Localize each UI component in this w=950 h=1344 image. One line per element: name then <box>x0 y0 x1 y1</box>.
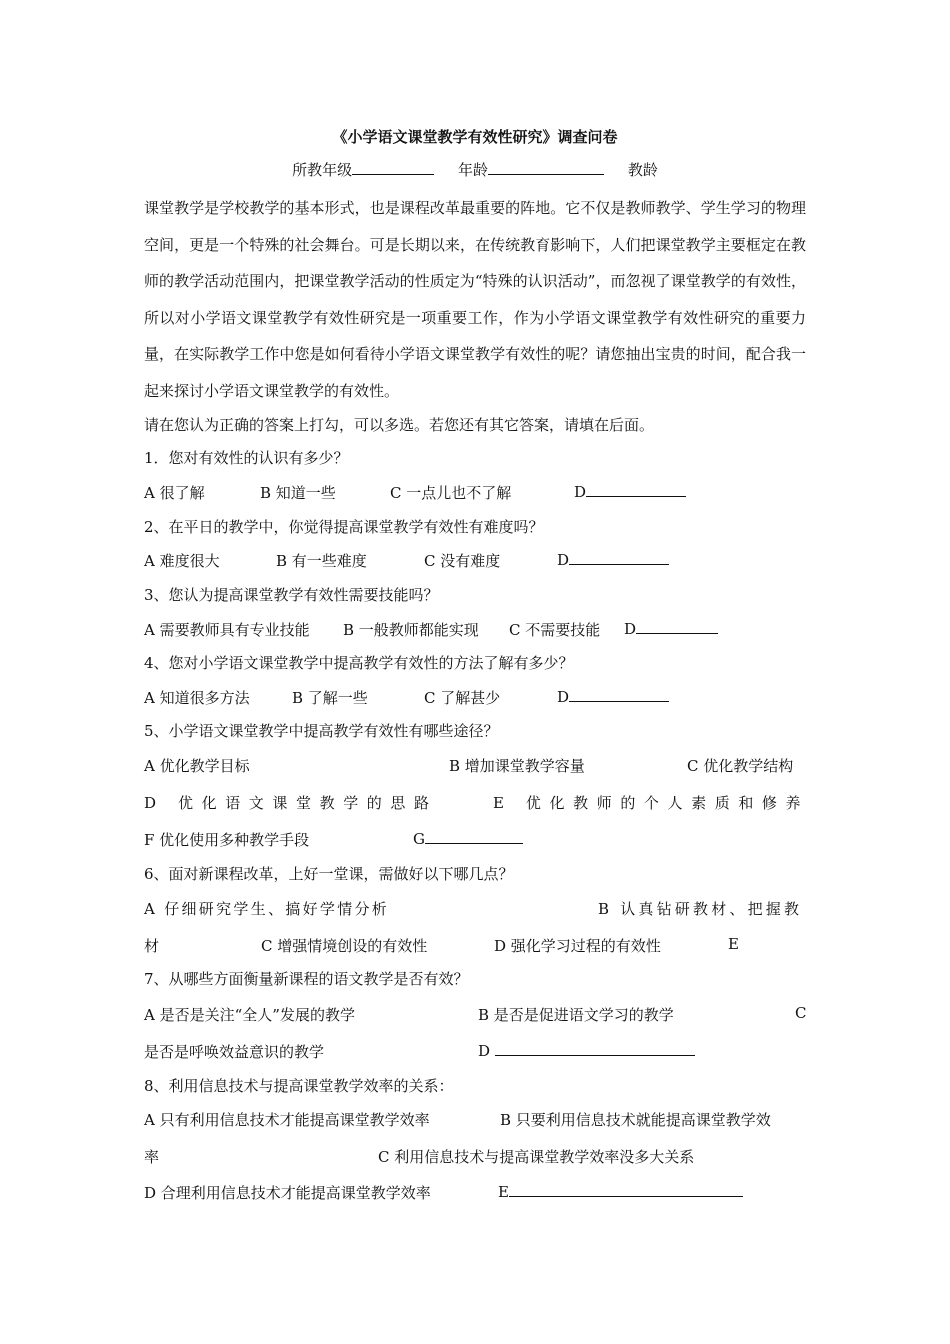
question-7: 7、从哪些方面衡量新课程的语文教学是否有效？ <box>144 970 469 988</box>
q7-option-a[interactable]: A 是否是关注“全人”发展的教学 <box>144 1006 355 1024</box>
q2-option-d-label: D <box>557 551 570 569</box>
q3-option-c[interactable]: C 不需要技能 <box>509 621 601 639</box>
q1-option-d-label: D <box>574 483 587 501</box>
q5-option-g[interactable] <box>413 829 523 848</box>
age-blank[interactable] <box>488 160 604 175</box>
q3-option-d[interactable] <box>624 619 718 638</box>
q8-option-c[interactable]: C 利用信息技术与提高课堂教学效率没多大关系 <box>378 1148 695 1166</box>
q1-option-c[interactable]: C 一点儿也不了解 <box>390 484 512 502</box>
q8-option-d[interactable]: D 合理利用信息技术才能提高课堂教学效率 <box>144 1184 431 1202</box>
q4-option-a[interactable]: A 知道很多方法 <box>144 689 250 707</box>
q4-blank[interactable] <box>569 687 669 702</box>
teaching-years-label: 教龄 <box>627 161 658 179</box>
q4-option-d-label: D <box>557 688 570 706</box>
q8-option-b[interactable]: B 只要利用信息技术就能提高课堂教学效 <box>500 1111 771 1129</box>
question-1: 1．您对有效性的认识有多少？ <box>144 449 349 467</box>
age-label: 年龄 <box>457 161 488 179</box>
q8-option-e-label: E <box>498 1183 509 1201</box>
q5-blank[interactable] <box>425 829 523 844</box>
grade-blank[interactable] <box>352 160 434 175</box>
q5-option-b[interactable]: B 增加课堂教学容量 <box>449 757 585 775</box>
q5-option-a[interactable]: A 优化教学目标 <box>144 757 250 775</box>
teacher-info-line <box>0 159 950 180</box>
q1-blank[interactable] <box>586 482 686 497</box>
q2-option-b[interactable]: B 有一些难度 <box>276 552 367 570</box>
q8-option-e[interactable] <box>498 1182 743 1201</box>
q2-option-a[interactable]: A 难度很大 <box>144 552 220 570</box>
question-3: 3、您认为提高课堂教学有效性需要技能吗？ <box>144 586 439 604</box>
q6-option-a[interactable]: A 仔细研究学生、搞好学情分析 <box>144 900 390 918</box>
q4-option-c[interactable]: C 了解甚少 <box>424 689 501 707</box>
q8-option-b-continued: 率 <box>144 1148 160 1166</box>
q7-option-d[interactable] <box>478 1041 695 1060</box>
q5-option-c[interactable]: C 优化教学结构 <box>687 757 794 775</box>
q7-option-d-label: D <box>478 1042 491 1060</box>
q1-option-a[interactable]: A 很了解 <box>144 484 205 502</box>
q7-option-b[interactable]: B 是否是促进语文学习的教学 <box>478 1006 674 1024</box>
q7-blank[interactable] <box>495 1041 695 1056</box>
q5-option-g-label: G <box>413 830 425 848</box>
question-2: 2、在平日的教学中，你觉得提高课堂教学有效性有难度吗？ <box>144 518 544 536</box>
page-title: 《小学语文课堂教学有效性研究》调查问卷 <box>332 128 618 146</box>
q6-option-b-continued: 材 <box>144 937 160 955</box>
q5-option-e[interactable]: E 优化教师的个人素质和修养 <box>493 794 810 812</box>
question-8: 8、利用信息技术与提高课堂教学效率的关系： <box>144 1077 454 1095</box>
q1-option-b[interactable]: B 知道一些 <box>260 484 336 502</box>
q4-option-b[interactable]: B 了解一些 <box>292 689 368 707</box>
q3-option-a[interactable]: A 需要教师具有专业技能 <box>144 621 310 639</box>
q8-option-a[interactable]: A 只有利用信息技术才能提高课堂教学效率 <box>144 1111 430 1129</box>
q6-option-e[interactable]: E <box>728 935 739 953</box>
q2-option-c[interactable]: C 没有难度 <box>424 552 501 570</box>
q6-option-b[interactable]: B 认真钻研教材、把握教 <box>598 900 803 918</box>
intro-paragraph: 课堂教学是学校教学的基本形式，也是课程改革最重要的阵地。它不仅是教师教学、学生学习的物理空间，更是一个特殊的社会舞台。可是长期以来，在传统教育影响下，人们把课堂教学主要框定在教师的教学活动范围内，把课堂教学活动的性质定为“特殊的认识活动”，而忽视了课堂教学的有效性，所以对小学语文课堂教学有效性研究是一项重要工作，作为小学语文课堂教学有效性研究的重要力量，在实际教学工作中您是如何看待小学语文课堂教学有效性的呢？请您抽出宝贵的时间，配合我一起来探讨小学语文课堂教学的有效性。 <box>144 199 806 400</box>
q5-option-d[interactable]: D 优化语文课堂教学的思路 <box>144 794 438 812</box>
q8-blank[interactable] <box>509 1182 743 1197</box>
question-4: 4、您对小学语文课堂教学中提高教学有效性的方法了解有多少？ <box>144 654 574 672</box>
question-5: 5、小学语文课堂教学中提高教学有效性有哪些途径？ <box>144 722 499 740</box>
q3-option-d-label: D <box>624 620 637 638</box>
q3-blank[interactable] <box>636 619 718 634</box>
q7-option-c-letter[interactable]: C <box>795 1004 807 1022</box>
q3-option-b[interactable]: B 一般教师都能实现 <box>343 621 479 639</box>
q1-option-d[interactable] <box>574 482 686 501</box>
grade-label: 所教年级 <box>292 161 353 179</box>
q6-option-c[interactable]: C 增强情境创设的有效性 <box>261 937 428 955</box>
q6-option-d[interactable]: D 强化学习过程的有效性 <box>494 937 661 955</box>
q7-option-c-continued: 是否是呼唤效益意识的教学 <box>144 1043 325 1061</box>
question-6: 6、面对新课程改革，上好一堂课，需做好以下哪几点？ <box>144 865 514 883</box>
q5-option-f[interactable]: F 优化使用多种教学手段 <box>144 831 310 849</box>
q2-blank[interactable] <box>569 550 669 565</box>
instruction: 请在您认为正确的答案上打勾，可以多选。若您还有其它答案，请填在后面。 <box>144 416 655 434</box>
q4-option-d[interactable] <box>557 687 669 706</box>
q2-option-d[interactable] <box>557 550 669 569</box>
